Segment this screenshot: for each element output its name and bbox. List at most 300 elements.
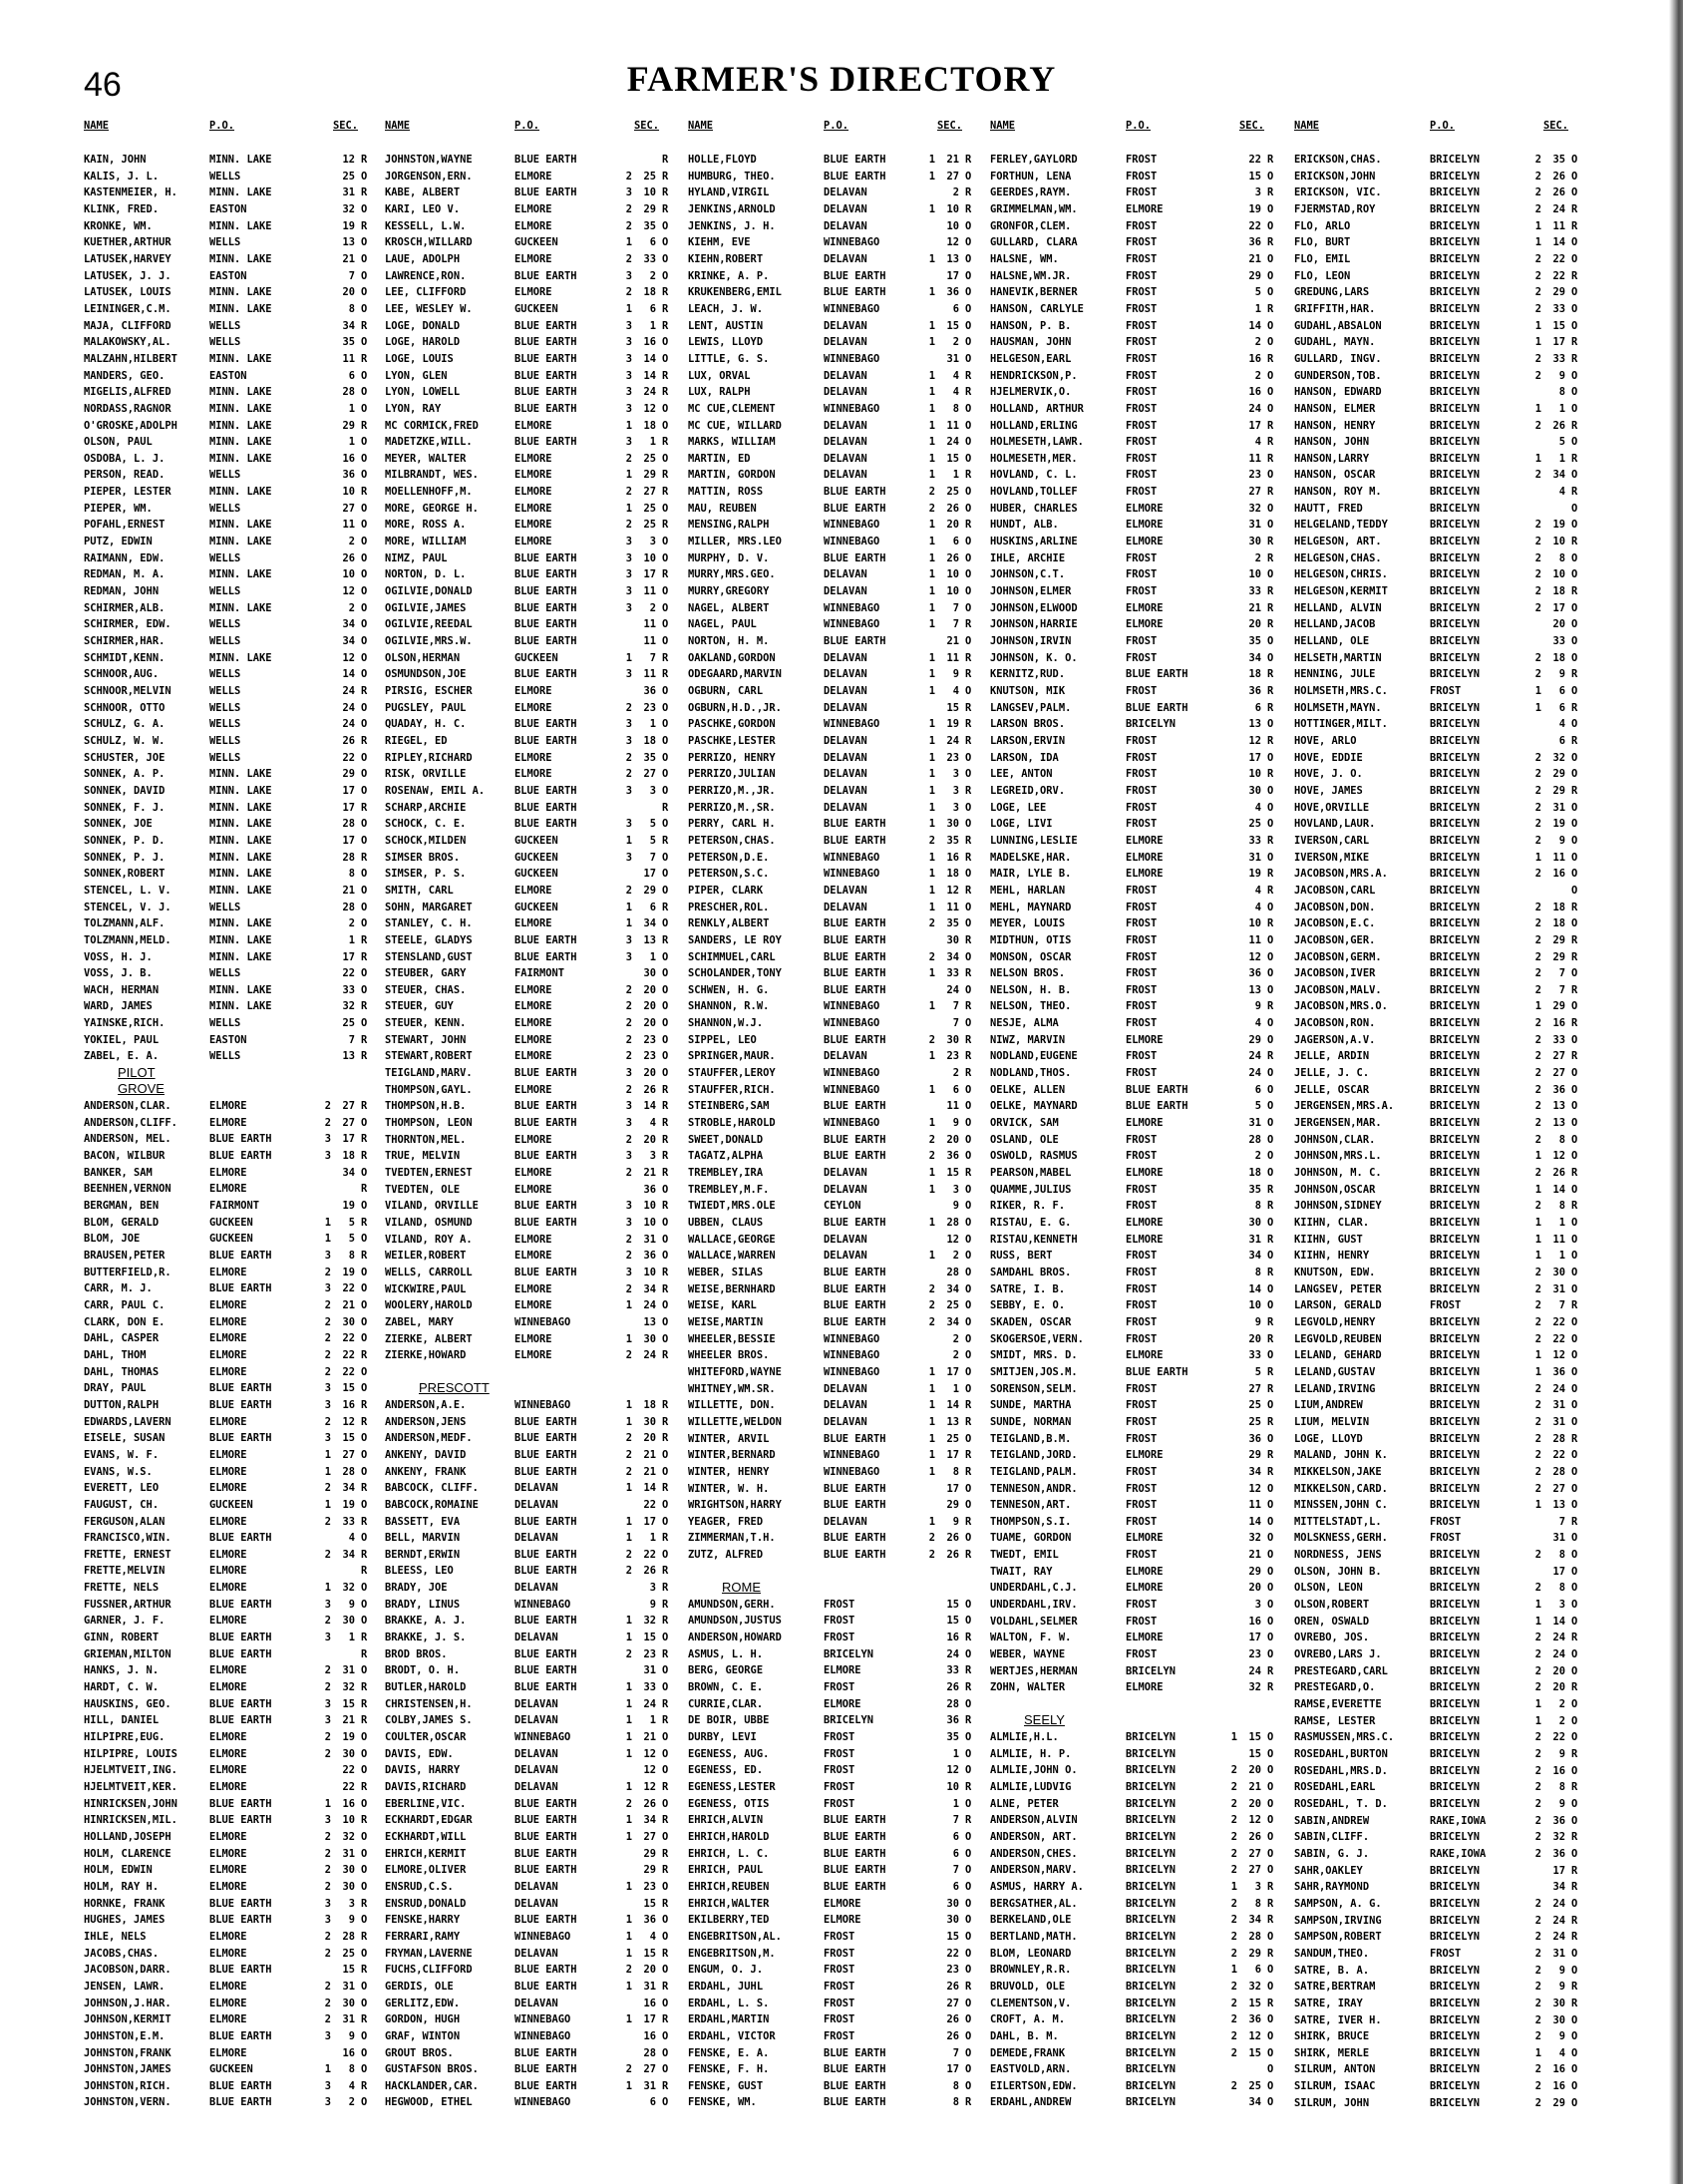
entry-township-number: 2 xyxy=(1534,1947,1541,1960)
entry-owner-status: R xyxy=(1267,884,1274,897)
entry-owner-status: O xyxy=(662,618,669,631)
entry-post-office: BRICELYN xyxy=(1430,1200,1481,1213)
entry-section: 32 xyxy=(342,1830,355,1843)
entry-section: 22 xyxy=(342,1365,355,1378)
entry-post-office: ELMORE xyxy=(209,1582,247,1595)
entry-name: LENT, AUSTIN xyxy=(688,319,764,332)
entry-section: 32 xyxy=(342,202,355,215)
entry-post-office: ELMORE xyxy=(1126,1033,1164,1046)
entry-post-office: MINN. LAKE xyxy=(209,868,272,881)
entry-name: MALAKOWSKY,AL. xyxy=(84,336,171,349)
entry-post-office: BLUE EARTH xyxy=(209,2096,272,2109)
entry-post-office: BRICELYN xyxy=(1430,1315,1481,1328)
entry-name: HOLM, RAY H. xyxy=(84,1880,160,1893)
entry-owner-status: O xyxy=(662,1731,669,1744)
entry-owner-status: R xyxy=(662,1864,669,1877)
entry-post-office: BRICELYN xyxy=(1430,402,1481,415)
entry-section: 34 xyxy=(342,635,355,648)
entry-name: THOMPSON,GAYL. xyxy=(385,1083,473,1096)
entry-owner-status: O xyxy=(965,568,972,581)
entry-post-office: WELLS xyxy=(209,901,241,913)
entry-post-office: BRICELYN xyxy=(1430,1997,1481,2009)
entry-township-number: 2 xyxy=(1534,1664,1541,1677)
entry-post-office: BRICELYN xyxy=(1126,1914,1177,1927)
entry-owner-status: O xyxy=(965,818,972,831)
entry-post-office: BRICELYN xyxy=(1430,601,1481,614)
entry-section: 12 xyxy=(1248,734,1261,747)
entry-owner-status: O xyxy=(1267,1499,1274,1512)
entry-owner-status: O xyxy=(1571,1964,1578,1977)
entry-owner-status: R xyxy=(662,2013,669,2026)
entry-name: SUNDE, NORMAN xyxy=(990,1415,1072,1428)
entry-name: HOVE, J. O. xyxy=(1294,768,1363,781)
entry-name: ANDERSON,MEDF. xyxy=(385,1432,473,1445)
entry-post-office: BLUE EARTH xyxy=(514,1448,577,1461)
entry-township-number: 2 xyxy=(1534,1100,1541,1113)
entry-post-office: BLUE EARTH xyxy=(824,2063,886,2076)
entry-owner-status: R xyxy=(1267,1415,1274,1428)
entry-post-office: BLUE EARTH xyxy=(209,1714,272,1727)
entry-name: HANSON, ELMER xyxy=(1294,402,1376,415)
entry-post-office: BLUE EARTH xyxy=(209,1964,272,1977)
entry-township-number: 3 xyxy=(625,851,632,864)
entry-name: SCHWEN, H. G. xyxy=(688,983,770,996)
entry-owner-status: O xyxy=(1267,1100,1274,1113)
entry-owner-status: R xyxy=(1571,1299,1578,1312)
entry-name: OELKE, MAYNARD xyxy=(990,1100,1078,1113)
entry-post-office: BRICELYN xyxy=(1430,1897,1481,1910)
entry-owner-status: O xyxy=(965,1864,972,1877)
entry-name: JACOBSON,IVER xyxy=(1294,967,1376,980)
entry-owner-status: O xyxy=(662,1465,669,1478)
entry-post-office: WELLS xyxy=(209,734,241,747)
entry-name: MIDTHUN, OTIS xyxy=(990,933,1072,946)
entry-township-number: 1 xyxy=(928,452,935,465)
entry-post-office: BRICELYN xyxy=(1430,1150,1481,1163)
entry-section: 15 xyxy=(342,1432,355,1445)
entry-name: LARSON, IDA xyxy=(990,751,1059,764)
entry-owner-status: O xyxy=(1267,851,1274,864)
entry-owner-status: R xyxy=(1571,1864,1578,1877)
entry-post-office: DELAVAN xyxy=(514,1781,558,1793)
entry-township-number: 2 xyxy=(1534,1632,1541,1644)
entry-owner-status: O xyxy=(1267,219,1274,232)
entry-name: ROSEDAHL, T. D. xyxy=(1294,1797,1388,1810)
entry-section: 4 xyxy=(1254,801,1261,814)
entry-name: GARNER, J. F. xyxy=(84,1615,166,1628)
entry-section: 35 xyxy=(1248,1183,1261,1196)
entry-post-office: BRICELYN xyxy=(824,1714,874,1727)
entry-owner-status: O xyxy=(662,419,669,432)
header-sec: SEC. xyxy=(1239,120,1265,132)
entry-owner-status: R xyxy=(1571,1017,1578,1030)
entry-section: 26 xyxy=(1552,419,1565,432)
entry-post-office: BLUE EARTH xyxy=(514,1830,577,1843)
entry-owner-status: O xyxy=(1571,2063,1578,2076)
entry-section: 2 xyxy=(952,1349,959,1362)
entry-post-office: ELMORE xyxy=(514,202,552,215)
entry-post-office: BLUE EARTH xyxy=(514,668,577,681)
entry-owner-status: O xyxy=(1267,1133,1274,1146)
entry-owner-status: O xyxy=(662,1332,669,1345)
entry-section: 9 xyxy=(1558,834,1565,847)
entry-post-office: ELMORE xyxy=(1126,851,1164,864)
entry-name: WINTER, HENRY xyxy=(688,1465,770,1478)
entry-owner-status: O xyxy=(1267,1282,1274,1295)
entry-post-office: WINNEBAGO xyxy=(824,618,880,631)
entry-section: 26 xyxy=(1248,1830,1261,1843)
entry-section: 10 xyxy=(946,202,959,215)
entry-section: 20 xyxy=(1248,1797,1261,1810)
entry-post-office: BRICELYN xyxy=(1430,1615,1481,1628)
entry-owner-status: O xyxy=(1571,2096,1578,2109)
entry-section: 20 xyxy=(1248,1582,1261,1595)
entry-post-office: ELMORE xyxy=(209,1365,247,1378)
entry-post-office: DELAVAN xyxy=(824,252,867,265)
entry-name: OGILVIE,JAMES xyxy=(385,601,467,614)
entry-name: STEUER, KENN. xyxy=(385,1017,467,1030)
entry-owner-status: O xyxy=(662,1914,669,1927)
entry-post-office: BLUE EARTH xyxy=(824,1100,886,1113)
entry-township-number: 1 xyxy=(1534,219,1541,232)
entry-post-office: ELMORE xyxy=(1126,1565,1164,1578)
entry-name: WEISE,MARTIN xyxy=(688,1315,764,1328)
entry-post-office: WINNEBAGO xyxy=(824,1067,880,1080)
entry-owner-status: O xyxy=(965,1133,972,1146)
entry-post-office: BRICELYN xyxy=(1430,519,1481,532)
entry-name: SANDERS, LE ROY xyxy=(688,933,782,946)
entry-owner-status: R xyxy=(1571,1632,1578,1644)
entry-township-number: 2 xyxy=(1534,302,1541,315)
entry-post-office: WINNEBAGO xyxy=(514,1930,571,1943)
entry-name: ZOHN, WALTER xyxy=(990,1681,1066,1694)
entry-post-office: DELAVAN xyxy=(514,1532,558,1545)
entry-section: 36 xyxy=(1248,236,1261,249)
entry-township-number: 1 xyxy=(928,1449,935,1462)
entry-section: 27 xyxy=(1248,1847,1261,1860)
entry-post-office: ELMORE xyxy=(1126,502,1164,515)
entry-section: 17 xyxy=(1552,1864,1565,1877)
entry-name: SOHN, MARGARET xyxy=(385,901,473,913)
entry-post-office: WELLS xyxy=(209,718,241,731)
entry-name: HANSON, JOHN xyxy=(1294,436,1370,449)
entry-section: 35 xyxy=(946,834,959,847)
entry-section: 9 xyxy=(348,1598,355,1611)
entry-post-office: ELMORE xyxy=(514,469,552,482)
entry-township-number: 2 xyxy=(1534,352,1541,365)
entry-owner-status: O xyxy=(965,1332,972,1345)
entry-name: TVEDTEN,ERNEST xyxy=(385,1167,473,1180)
entry-owner-status: O xyxy=(1267,967,1274,980)
entry-post-office: BLUE EARTH xyxy=(514,1415,577,1428)
entry-section: 1 xyxy=(952,1747,959,1760)
entry-owner-status: R xyxy=(1571,1050,1578,1063)
entry-section: 25 xyxy=(1248,2079,1261,2092)
entry-owner-status: R xyxy=(662,1415,669,1428)
entry-owner-status: R xyxy=(662,154,669,166)
entry-post-office: BLUE EARTH xyxy=(514,1217,577,1229)
entry-section: 21 xyxy=(1248,252,1261,265)
entry-owner-status: O xyxy=(361,1847,368,1860)
entry-name: NAGEL, PAUL xyxy=(688,618,757,631)
entry-name: EVERETT, LEO xyxy=(84,1482,160,1495)
entry-name: ROSENAW, EMIL A. xyxy=(385,784,486,797)
entry-owner-status: O xyxy=(1571,1532,1578,1545)
entry-section: 14 xyxy=(1248,1515,1261,1528)
entry-section: 17 xyxy=(342,834,355,847)
entry-township-number: 2 xyxy=(1230,1864,1237,1877)
entry-township-number: 1 xyxy=(928,568,935,581)
entry-name: RENKLY,ALBERT xyxy=(688,917,770,930)
entry-post-office: MINN. LAKE xyxy=(209,884,272,897)
entry-owner-status: O xyxy=(662,219,669,232)
entry-owner-status: R xyxy=(361,851,368,864)
entry-township-number: 3 xyxy=(324,1814,331,1827)
entry-post-office: GUCKEEN xyxy=(514,302,558,315)
entry-owner-status: O xyxy=(662,2029,669,2042)
entry-name: BERGSATHER,AL. xyxy=(990,1897,1078,1910)
entry-township-number: 3 xyxy=(625,784,632,797)
entry-section: 7 xyxy=(649,851,656,864)
entry-owner-status: O xyxy=(662,1315,669,1328)
entry-name: STENCEL, L. V. xyxy=(84,884,171,897)
entry-post-office: FROST xyxy=(1430,1532,1462,1545)
entry-township-number: 2 xyxy=(1534,1133,1541,1146)
entry-post-office: WINNEBAGO xyxy=(824,1017,880,1030)
entry-name: KRINKE, A. P. xyxy=(688,269,770,282)
entry-section: 15 xyxy=(946,1167,959,1180)
entry-section: 12 xyxy=(946,1233,959,1246)
entry-section: 20 xyxy=(1552,1681,1565,1694)
entry-section: 13 xyxy=(1552,1117,1565,1130)
entry-township-number: 2 xyxy=(1534,784,1541,797)
entry-section: 22 xyxy=(342,1282,355,1295)
entry-township-number: 2 xyxy=(1534,668,1541,681)
entry-owner-status: O xyxy=(662,1515,669,1528)
entry-township-number: 2 xyxy=(625,486,632,499)
entry-post-office: WELLS xyxy=(209,701,241,714)
entry-owner-status: R xyxy=(1571,1167,1578,1180)
entry-township-number: 2 xyxy=(1230,1830,1237,1843)
entry-owner-status: O xyxy=(361,386,368,399)
entry-post-office: WINNEBAGO xyxy=(514,1598,571,1611)
entry-name: KIEHN,ROBERT xyxy=(688,252,764,265)
entry-section: 29 xyxy=(643,469,656,482)
entry-post-office: BRICELYN xyxy=(1430,1781,1481,1794)
entry-township-number: 2 xyxy=(928,1299,935,1312)
entry-name: DE BOIR, UBBE xyxy=(688,1714,770,1727)
entry-post-office: FROST xyxy=(824,1797,855,1810)
entry-section: 4 xyxy=(1558,718,1565,731)
entry-name: BRUVOLD, OLE xyxy=(990,1980,1066,1993)
entry-owner-status: R xyxy=(361,1930,368,1943)
entry-owner-status: O xyxy=(361,336,368,349)
entry-post-office: ELMORE xyxy=(1126,519,1164,532)
entry-post-office: FROST xyxy=(1126,768,1158,781)
entry-township-number: 2 xyxy=(1534,2063,1541,2076)
entry-owner-status: O xyxy=(361,469,368,482)
entry-name: NORTON, H. M. xyxy=(688,635,770,648)
entry-township-number: 1 xyxy=(1534,452,1541,465)
entry-post-office: DELAVAN xyxy=(824,369,867,382)
entry-post-office: BLUE EARTH xyxy=(514,1647,577,1660)
entry-name: KAIN, JOHN xyxy=(84,154,147,166)
entry-township-number: 1 xyxy=(928,851,935,864)
entry-post-office: MINN. LAKE xyxy=(209,851,272,864)
entry-post-office: ELMORE xyxy=(514,286,552,299)
entry-post-office: WELLS xyxy=(209,336,241,349)
entry-section: 20 xyxy=(1248,1332,1261,1345)
entry-section: 36 xyxy=(342,469,355,482)
entry-name: FRYMAN,LAVERNE xyxy=(385,1947,473,1960)
entry-township-number: 2 xyxy=(1534,651,1541,664)
entry-township-number: 2 xyxy=(625,1448,632,1461)
entry-township-number: 1 xyxy=(928,369,935,382)
entry-section: 11 xyxy=(342,519,355,532)
entry-post-office: BLUE EARTH xyxy=(514,1797,577,1810)
entry-section: 16 xyxy=(342,1398,355,1411)
entry-section: 11 xyxy=(1248,933,1261,946)
entry-section: 7 xyxy=(952,601,959,614)
entry-post-office: BLUE EARTH xyxy=(514,718,577,731)
entry-post-office: BLUE EARTH xyxy=(209,1814,272,1827)
entry-section: 16 xyxy=(342,452,355,465)
entry-owner-status: O xyxy=(965,252,972,265)
entry-township-number: 1 xyxy=(928,585,935,598)
entry-owner-status: O xyxy=(1571,252,1578,265)
entry-section: 15 xyxy=(946,1598,959,1611)
entry-section: 14 xyxy=(1552,1183,1565,1196)
entry-owner-status: O xyxy=(1267,1764,1274,1777)
entry-post-office: BRICELYN xyxy=(1430,1981,1481,1994)
entry-post-office: DELAVAN xyxy=(824,668,867,681)
entry-owner-status: R xyxy=(1267,1997,1274,2009)
entry-name: THOMPSON,S.I. xyxy=(990,1515,1072,1528)
entry-township-number: 2 xyxy=(1230,1930,1237,1943)
entry-owner-status: O xyxy=(662,1250,669,1263)
entry-section: 15 xyxy=(1248,1747,1261,1760)
entry-section: 34 xyxy=(1248,1914,1261,1927)
entry-post-office: BLUE EARTH xyxy=(514,635,577,648)
entry-post-office: BRICELYN xyxy=(1430,734,1481,747)
entry-post-office: MINN. LAKE xyxy=(209,601,272,614)
entry-name: SPRINGER,MAUR. xyxy=(688,1050,776,1063)
entry-post-office: BRICELYN xyxy=(1430,436,1481,449)
entry-owner-status: R xyxy=(662,1697,669,1710)
entry-post-office: BRICELYN xyxy=(1430,983,1481,996)
entry-section: 27 xyxy=(342,502,355,515)
entry-name: MINSSEN,JOHN C. xyxy=(1294,1499,1388,1512)
entry-owner-status: R xyxy=(361,1632,368,1644)
entry-township-number: 2 xyxy=(1230,1797,1237,1810)
entry-township-number: 2 xyxy=(928,1282,935,1295)
entry-owner-status: O xyxy=(1571,1067,1578,1080)
entry-section: 7 xyxy=(952,1864,959,1877)
entry-post-office: BRICELYN xyxy=(1126,1897,1177,1910)
entry-section: 29 xyxy=(342,768,355,781)
entry-township-number: 2 xyxy=(1230,2046,1237,2059)
entry-owner-status: R xyxy=(965,1465,972,1478)
entry-post-office: MINN. LAKE xyxy=(209,834,272,847)
entry-township-number: 1 xyxy=(928,1117,935,1130)
entry-post-office: WINNEBAGO xyxy=(824,519,880,532)
entry-owner-status: O xyxy=(1571,369,1578,382)
entry-name: SCHULZ, G. A. xyxy=(84,718,166,731)
entry-name: FRANCISCO,WIN. xyxy=(84,1532,171,1545)
entry-post-office: DELAVAN xyxy=(824,452,867,465)
entry-name: YAINSKE,RICH. xyxy=(84,1017,166,1030)
entry-post-office: ELMORE xyxy=(209,1298,247,1311)
entry-township-number: 3 xyxy=(625,950,632,963)
entry-owner-status: O xyxy=(662,1764,669,1777)
entry-name: GREDUNG,LARS xyxy=(1294,286,1370,299)
entry-township-number: 1 xyxy=(625,1515,632,1528)
entry-name: EKILBERRY,TED xyxy=(688,1914,770,1927)
entry-section: 25 xyxy=(1248,1415,1261,1428)
entry-name: PIPER, CLARK xyxy=(688,884,764,897)
entry-owner-status: O xyxy=(1267,818,1274,831)
entry-post-office: FROST xyxy=(1126,950,1158,963)
entry-post-office: ELMORE xyxy=(514,768,552,781)
entry-name: ANDERSON, ART. xyxy=(990,1830,1078,1843)
entry-owner-status: O xyxy=(965,536,972,548)
entry-name: MURPHY, D. V. xyxy=(688,551,770,564)
entry-owner-status: O xyxy=(1571,2013,1578,2026)
entry-township-number: 1 xyxy=(928,685,935,697)
entry-post-office: DELAVAN xyxy=(514,1498,558,1511)
entry-name: SCHIRMER, EDW. xyxy=(84,618,171,631)
entry-owner-status: R xyxy=(361,1415,368,1428)
entry-name: IVERSON,CARL xyxy=(1294,834,1370,847)
entry-name: HOLM, EDWIN xyxy=(84,1864,153,1877)
entry-township-number: 2 xyxy=(1534,1449,1541,1462)
entry-name: ERDAHL, L. S. xyxy=(688,1997,770,2009)
entry-section: 34 xyxy=(946,1315,959,1328)
entry-section: 22 xyxy=(342,1764,355,1777)
entry-owner-status: R xyxy=(662,1282,669,1295)
entry-post-office: DELAVAN xyxy=(824,1415,867,1428)
entry-name: WARD, JAMES xyxy=(84,1000,153,1013)
entry-post-office: MINN. LAKE xyxy=(209,651,272,664)
entry-owner-status: O xyxy=(1267,1582,1274,1595)
entry-post-office: BRICELYN xyxy=(1430,236,1481,249)
entry-post-office: EASTON xyxy=(209,369,247,382)
entry-name: TEIGLAND,PALM. xyxy=(990,1465,1078,1478)
entry-section: 8 xyxy=(952,1465,959,1478)
entry-owner-status: R xyxy=(1267,551,1274,564)
entry-section: 19 xyxy=(1248,202,1261,215)
entry-township-number: 1 xyxy=(1534,851,1541,864)
entry-owner-status: O xyxy=(361,236,368,249)
entry-section: 17 xyxy=(643,568,656,581)
header-name: NAME xyxy=(1294,120,1320,132)
entry-township-number: 1 xyxy=(625,1914,632,1927)
entry-township-number: 2 xyxy=(324,1482,331,1495)
entry-owner-status: R xyxy=(965,668,972,681)
entry-section: 22 xyxy=(342,751,355,764)
entry-owner-status: O xyxy=(662,1930,669,1943)
entry-owner-status: R xyxy=(1571,419,1578,432)
entry-name: LEGVOLD,REUBEN xyxy=(1294,1332,1382,1345)
entry-owner-status: R xyxy=(1267,1914,1274,1927)
entry-name: VILAND, ORVILLE xyxy=(385,1200,479,1213)
entry-post-office: FROST xyxy=(1126,1415,1158,1428)
entry-name: LEACH, J. W. xyxy=(688,302,764,315)
entry-owner-status: O xyxy=(1571,685,1578,697)
entry-post-office: MINN. LAKE xyxy=(209,768,272,781)
entry-township-number: 1 xyxy=(928,1217,935,1229)
entry-post-office: BRICELYN xyxy=(1126,1980,1177,1993)
